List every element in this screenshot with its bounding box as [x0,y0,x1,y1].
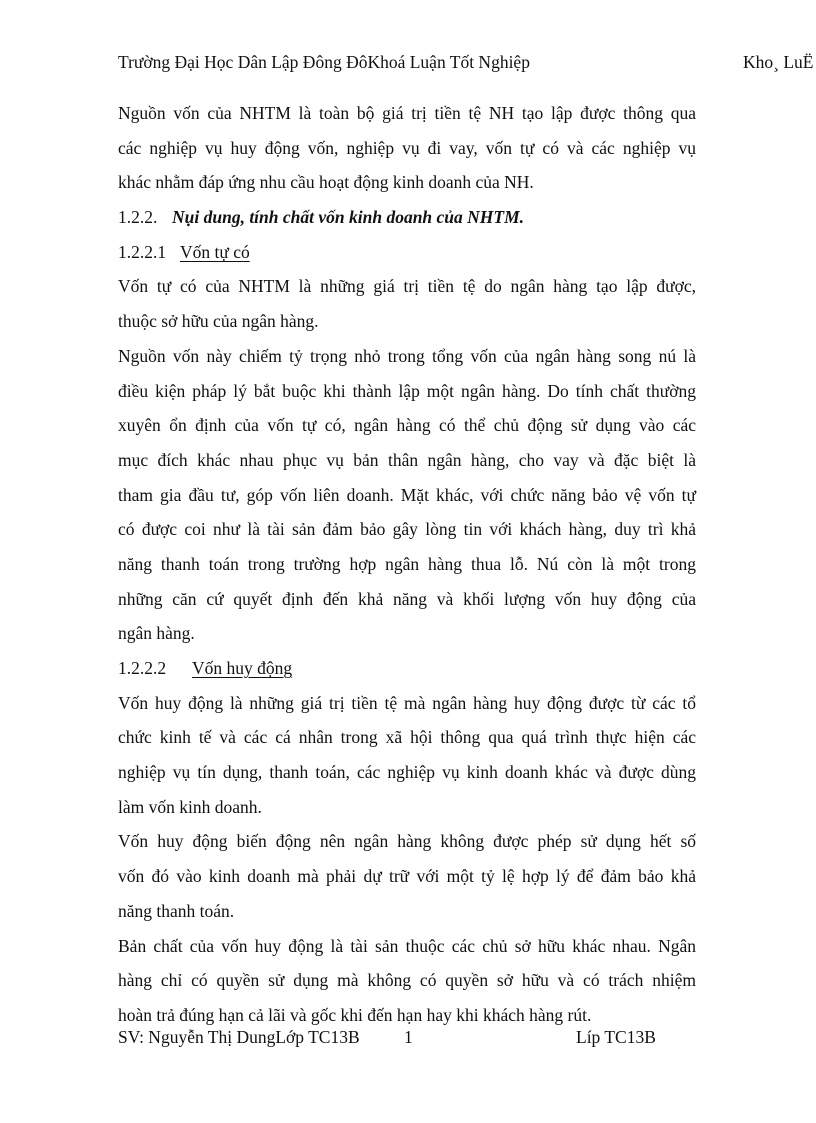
section-heading-1-2-2 [118,200,696,235]
text-line: mục đích khác nhau phục vụ bản thân ngân hàng, cho vay và đặc biệt là [118,449,696,470]
text-line: Bản chất của vốn huy động là tài sản thuộc các chủ sở hữu khác nhau. Ngân [118,935,696,956]
paragraph-own-capital-detail [118,339,696,651]
page-footer [118,1027,816,1053]
footer-class: Líp TC13B [576,1027,656,1047]
text-line: có được coi như là tài sản đảm bảo gây lòng tin với khách hàng, duy trì khả [118,519,696,540]
paragraph-mobilized-nature [118,929,696,1033]
text-line: các nghiệp vụ huy động vốn, nghiệp vụ đi vay, vốn tự có và các nghiệp vụ [118,137,696,158]
text-line: năng thanh toán. [118,900,235,921]
page-number: 1 [404,1027,413,1047]
section-title: Nụi dung, tính chất vốn kinh doanh của NHTM. [172,207,525,228]
text-line: Vốn huy động biến động nên ngân hàng không được phép sử dụng hết số [118,831,696,852]
section-number: 1.2.2.1 [118,241,167,262]
text-line: thuộc sở hữu của ngân hàng. [118,311,319,332]
text-line: hàng chỉ có quyền sử dụng mà không có quyền sở hữu và có trách nhiệm [118,970,696,991]
text-line: năng thanh toán trong trường hợp ngân hàng thua lỗ. Nú còn là một trong [118,553,696,574]
section-number: 1.2.2.2 [118,658,167,678]
text-line: Nguồn vốn của NHTM là toàn bộ giá trị tiền tệ NH tạo lập được thông qua [118,103,696,123]
page-header [118,52,816,78]
text-line: xuyên ổn định của vốn tự có, ngân hàng có thể chủ động sử dụng vào các [118,415,696,436]
text-line: điều kiện pháp lý bắt buộc khi thành lập một ngân hàng. Do tính chất thường [118,380,696,401]
text-line: tham gia đầu tư, góp vốn liên doanh. Mặt khác, với chức năng bảo vệ vốn tự [118,484,696,505]
header-title: Trường Đại Học Dân Lập Đông ĐôKhoá Luận Tốt Nghiệp [118,52,530,72]
text-line: vốn đó vào kinh doanh mà phải dự trữ với một tỷ lệ hợp lý để đảm bảo khả [118,866,696,887]
text-line: ngân hàng. [118,623,195,644]
text-line: chức kinh tế và các cá nhân trong xã hội thông qua quá trình thực hiện các [118,727,696,748]
paragraph-mobilized-reserve [118,824,696,928]
section-heading-1-2-2-2 [118,651,696,686]
text-line: khác nhằm đáp ứng nhu cầu hoạt động kinh doanh của NH. [118,172,534,193]
paragraph-own-capital [118,269,696,338]
section-number: 1.2.2. [118,207,158,228]
section-title: Vốn huy động [192,658,293,678]
section-heading-1-2-2-1 [118,235,696,270]
paragraph-funding-definition [118,96,696,200]
document-body [118,96,696,1033]
text-line: làm vốn kinh doanh. [118,796,262,817]
header-right: Kho¸ LuË [743,52,814,72]
footer-student: SV: Nguyễn Thị DungLớp TC13B [118,1027,360,1047]
paragraph-mobilized-capital [118,686,696,825]
text-line: hoàn trả đúng hạn cả lãi và gốc khi đến hạn hay khi khách hàng rút. [118,1004,592,1025]
text-line: những căn cứ quyết định đến khả năng và khối lượng vốn huy động của [118,588,696,609]
text-line: Vốn huy động là những giá trị tiền tệ mà ngân hàng huy động được từ các tổ [118,692,696,713]
text-line: Nguồn vốn này chiếm tỷ trọng nhỏ trong tổng vốn của ngân hàng song nú là [118,345,696,366]
section-title: Vốn tự có [180,241,250,262]
text-line: Vốn tự có của NHTM là những giá trị tiền tệ do ngân hàng tạo lập được, [118,276,696,297]
text-line: nghiệp vụ tín dụng, thanh toán, các nghiệp vụ kinh doanh khác và được dùng [118,762,696,783]
